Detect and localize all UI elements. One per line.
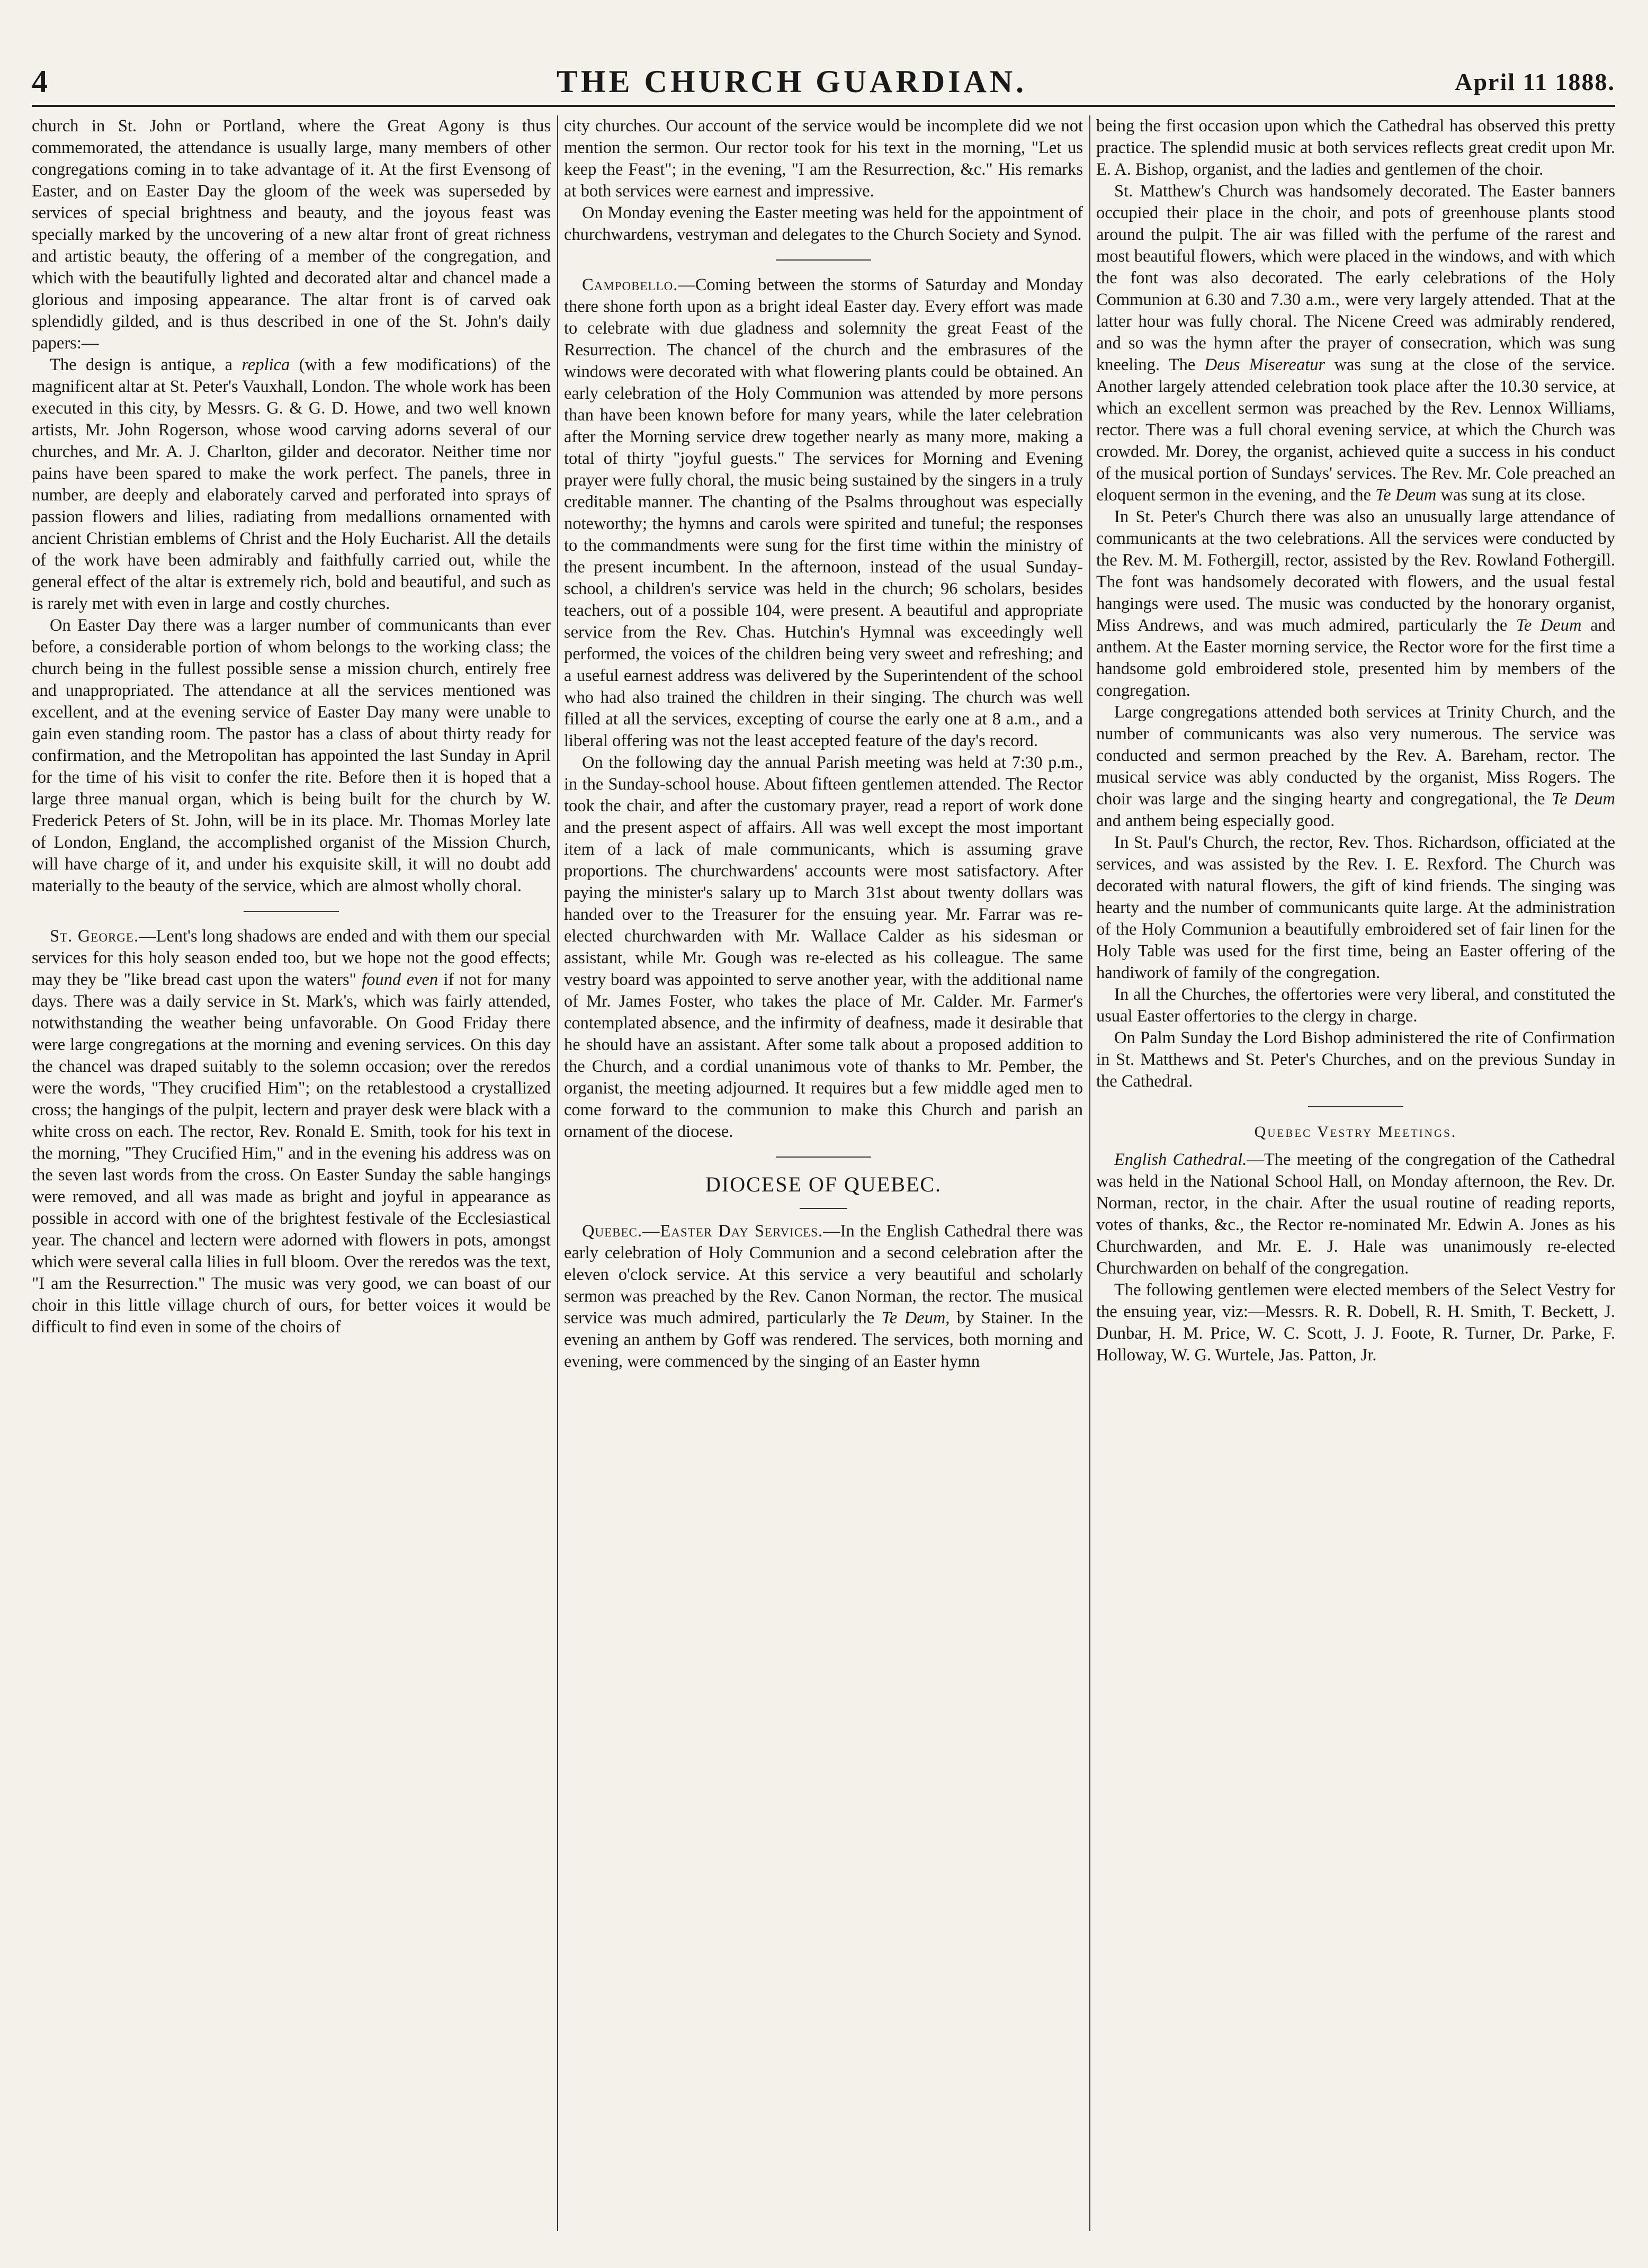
- paragraph: [564, 274, 1083, 752]
- column-divider: [1089, 115, 1090, 2231]
- paragraph: [1096, 181, 1615, 506]
- text-run: if not for many days. There was a daily service in St. Mark's, which was fairly attended, notwithstanding the weather being unfavorable. On Good Friday there were large congregations at the morning and evening services. On this day the chancel was draped suitably to the solemn occasion; over the reredos were the words, "They crucified Him"; on the retablestood a crystallized cross; the hangings of the pulpit, lectern and prayer desk were black with a white cross on each. The rector, Rev. Ronald E. Smith, took for his text in the morning, "They Crucified Him," and in the evening his address was on the seven last words from the cross. On Easter Sunday the sable hangings were removed, and all was made as bright and joyful in appearance as possible in accord with one of the brightest festivale of the Ecclesiastical year. The chancel and lectern were adorned with flowers in pots, amongst which were several calla lilies in full bloom. Over the reredos was the text, "I am the Resurrection." The music was very good, we can boast of our choir in this little village church of ours, for better voices it would be difficult to find even in some of the choirs of: [32, 970, 551, 1337]
- text-run: The design is antique, a: [50, 355, 242, 374]
- page-number: 4: [32, 64, 48, 99]
- paragraph: [1096, 506, 1615, 702]
- masthead: [32, 58, 1615, 107]
- paragraph: being the first occasion upon which the Cathedral has observed this pretty practice. The splendid music at both services reflects great credit upon Mr. E. A. Bishop, organist, and the ladies and gentlemen of the choir.: [1096, 116, 1615, 179]
- paragraph: On the following day the annual Parish meeting was held at 7:30 p.m., in the Sunday-school house. About fifteen gentlemen attended. The Rector took the chair, and after the customary prayer, read a report of work done and the present aspect of affairs. All was well except the most important item of a lack of male communicants, which is assuming grave proportions. The churchwardens' accounts were most satisfactory. After paying the minister's salary up to March 31st about twenty dollars was handed over to the Treasurer for the ensuing year. Mr. Farrar was re-elected churchwarden with Mr. Wallace Calder as his sidesman or assistant, while Mr. Gough was re-elected as his colleague. The same vestry board was appointed to serve another year, with the additional name of Mr. James Foster, who takes the place of Mr. Calder. Mr. Farmer's contemplated absence, and the infirmity of deafness, made it desirable that he should have an assistant. After some talk about a proposed addition to the Church, and a cordial unanimous vote of thanks to Mr. Pember, the organist, the meeting adjourned. It requires but a few middle aged men to come forward to the communion to make this Church and parish an ornament of the diocese.: [564, 753, 1083, 1141]
- column-3: [1096, 115, 1615, 2231]
- italic-text: Te Deum: [1552, 790, 1615, 809]
- text-run: —The meeting of the congregation of the Cathedral was held in the National School Hall, on Monday afternoon, the Rev. Dr. Norman, rector, in the chair. After the usual routine of reading reports, votes of thanks, &c., the Rector re-nominated Mr. Edwin A. Jones as his Churchwarden, and Mr. E. J. Hale was unanimously re-elected Churchwarden on behalf of the congregation.: [1096, 1150, 1615, 1278]
- section-rule: [1308, 1106, 1403, 1107]
- text-run: —Lent's long shadows are ended and with them our special services for this holy season ended too, but we hope not the good effects; may they be "like bread cast upon the waters": [32, 927, 551, 989]
- issue-date: April 11 1888.: [1455, 68, 1615, 95]
- paragraph: [1096, 1149, 1615, 1279]
- paragraph: [32, 354, 551, 615]
- column-2: [564, 115, 1083, 2231]
- text-run: and anthem being especially good.: [1096, 811, 1335, 830]
- paragraph: On Easter Day there was a larger number of communicants than ever before, a considerable portion of whom belongs to the working class; the church being in the fullest possible sense a mission church, entirely free and unappropriated. The attendance at all the services mentioned was excellent, and at the evening service of Easter Day many were unable to gain even standing room. The pastor has a class of about thirty ready for confirmation, and the Metropolitan has appointed the last Sunday in April for the time of his visit to confer the rite. Before then it is hoped that a large three manual organ, which is being built for the church by W. Frederick Peters of St. John, will be in its place. Mr. Thomas Morley late of London, England, the accomplished organist of the Mission Church, will have charge of it, and under his exquisite skill, it will no doubt add materially to the beauty of the service, which are almost wholly choral.: [32, 616, 551, 895]
- paragraph: [564, 1221, 1083, 1373]
- italic-text: Te Deum: [1516, 616, 1582, 635]
- paragraph: On Palm Sunday the Lord Bishop administered the rite of Confirmation in St. Matthews and St. Peter's Churches, and on the previous Sunday in the Cathedral.: [1096, 1028, 1615, 1091]
- paragraph: In all the Churches, the offertories were very liberal, and constituted the usual Easter offertories to the clergy in charge.: [1096, 985, 1615, 1026]
- italic-text: found even: [362, 970, 438, 989]
- newspaper-page: [32, 58, 1615, 2240]
- text-run: was sung at its close.: [1436, 486, 1586, 505]
- text-run: Large congregations attended both services at Trinity Church, and the number of communicants was also very numerous. The service was conducted and sermon preached by the Rev. A. Bareham, rector. The musical service was ably conducted by the organist, Miss Rogers. The choir was large and the singing hearty and congregational, the: [1096, 703, 1615, 809]
- italic-text: Deus Misereatur: [1204, 355, 1325, 374]
- paragraph: church in St. John or Portland, where the Great Agony is thus commemorated, the attendance is usually large, many members of other congregations coming in to take advantage of it. At the first Evensong of Easter, and on Easter Day the gloom of the week was superseded by services of special brightness and beauty, and the joyous feast was specially marked by the uncovering of a new altar front of great richness and artistic beauty, the offering of a member of the congregation, and which with the beautifully lighted and decorated altar and chancel made a glorious and imposing appearance. The altar front is of carved oak splendidly gilded, and is thus described in one of the St. John's daily papers:—: [32, 116, 551, 353]
- paragraph: On Monday evening the Easter meeting was held for the appointment of churchwardens, vestryman and delegates to the Church Society and Synod.: [564, 203, 1083, 244]
- text-run: —In the English Cathedral there was early celebration of Holy Communion and a second celebration after the eleven o'clock service. At this service a very beautiful and scholarly sermon was preached by the Rev. Canon Norman, the rector. The musical service was much admired, particularly the: [564, 1222, 1083, 1328]
- column-1: [32, 115, 551, 2231]
- section-lead: Campobello.: [582, 275, 678, 294]
- paragraph: The following gentlemen were elected members of the Select Vestry for the ensuing year, viz:—Messrs. R. R. Dobell, R. H. Smith, T. Beckett, J. Dunbar, H. M. Price, W. C. Scott, J. J. Foote, R. Turner, Dr. Parke, F. Holloway, W. G. Wurtele, Jas. Patton, Jr.: [1096, 1280, 1615, 1365]
- text-run: —Coming between the storms of Saturday and Monday there shone forth upon as a bright ideal Easter day. Every effort was made to celebrate with due gladness and solemnity the great Feast of the Resurrection. The chancel of the church and the embrasures of the windows were decorated with what flowering plants could be obtained. An early celebration of the Holy Communion was attended by more persons than have been known before for many years, while the later celebration after the Morning service drew together nearly as many more, making a total of thirty "joyful guests." The services for Morning and Evening prayer were fully choral, the music being sustained by the singers in a truly creditable manner. The chanting of the Psalms throughout was especially noteworthy; the hymns and carols were spirited and tuneful; the responses to the commandments were sung for the first time within the ministry of the present incumbent. In the afternoon, instead of the usual Sunday-school, a children's service was held in the church; 96 scholars, besides teachers, out of a possible 104, were present. A beautiful and appropriate service from the Rev. Chas. Hutchin's Hymnal was exceedingly well performed, the voices of the children being very sweet and refreshing; and a useful earnest address was delivered by the Superintendent of the school who had also trained the children in their singing. The church was well filled at all the services, excepting of course the early one at 8 a.m., and a liberal offering was not the least accepted feature of the day's record.: [564, 275, 1083, 750]
- text-run: St. Matthew's Church was handsomely decorated. The Easter banners occupied their place in the choir, and pots of greenhouse plants stood around the pulpit. The air was filled with the perfume of the rarest and most beautiful flowers, which were placed in the windows, and with which the font was also decorated. The early celebrations of the Holy Communion at 6.30 and 7.30 a.m., were very largely attended. That at the latter hour was fully choral. The Nicene Creed was admirably rendered, and so was the hymn after the prayer of consecration, which was sung kneeling. The: [1096, 182, 1615, 374]
- section-lead: St. George.: [50, 927, 139, 946]
- italic-text: English Cathedral.: [1114, 1150, 1247, 1169]
- italic-text: replica: [241, 355, 290, 374]
- italic-text: Te Deum: [1375, 486, 1437, 505]
- text-run: and anthem. At the Easter morning service, the Rector wore for the first time a handsome gold embroidered stole, presented him by members of the congregation.: [1096, 616, 1615, 700]
- columns: [32, 115, 1615, 2234]
- section-rule: [776, 1157, 871, 1158]
- paragraph: city churches. Our account of the service would be incomplete did we not mention the sermon. Our rector took for his text in the morning, "Let us keep the Feast"; in the evening, "I am the Resurrection, &c." His remarks at both services were earnest and impressive.: [564, 116, 1083, 201]
- section-heading: DIOCESE OF QUEBEC.: [705, 1172, 942, 1196]
- text-run: by Stainer. In the evening an anthem by Goff was rendered. The services, both morning and evening, were commenced by the singing of an Easter hymn: [564, 1308, 1083, 1371]
- section-rule: [800, 1208, 847, 1209]
- column-divider: [557, 115, 558, 2231]
- section-rule: [776, 259, 871, 261]
- section-rule: [244, 911, 339, 912]
- text-run: was sung at the close of the service. Another largely attended celebration took place after the 10.30 service, at which an excellent sermon was preached by the Rev. Lennox Williams, rector. There was a full choral evening service, at which the Church was crowded. Mr. Dorey, the organist, achieved quite a success in his conduct of the musical portion of Sundays' services. The Rev. Mr. Cole preached an eloquent sermon in the evening, and the: [1096, 355, 1615, 505]
- text-run: In St. Peter's Church there was also an unusually large attendance of communicants at the two celebrations. All the services were conducted by the Rev. M. M. Fothergill, rector, assisted by the Rev. Rowland Fothergill. The font was handsomely decorated with flowers, and the usual festal hangings were used. The music was conducted by the honorary organist, Miss Andrews, and was much admired, particularly the: [1096, 507, 1615, 635]
- italic-text: Te Deum,: [881, 1308, 950, 1328]
- text-run: (with a few modifications) of the magnificent altar at St. Peter's Vauxhall, London. The whole work has been executed in this city, by Messrs. G. & G. D. Howe, and two well known artists, Mr. John Rogerson, whose wood carving adorns several of our churches, and Mr. A. J. Charlton, gilder and decorator. Neither time nor pains have been spared to make the work perfect. The panels, three in number, are deeply and elaborately carved and perforated into sprays of passion flowers and lilies, radiating from medallions ornamented with ancient Christian emblems of Christ and the Holy Eucharist. All the details of the work have been admirably and faithfully carried out, while the general effect of the altar is extremely rich, bold and beautiful, and such as is rarely met with even in large and costly churches.: [32, 355, 551, 613]
- newspaper-title: THE CHURCH GUARDIAN.: [556, 64, 1027, 99]
- paragraph: In St. Paul's Church, the rector, Rev. Thos. Richardson, officiated at the services, and was assisted by the Rev. I. E. Rexford. The Church was decorated with natural flowers, the gift of kind friends. The singing was hearty and the number of communicants quite large. At the administration of the Holy Communion a beautifully embroidered set of fair linen for the Holy Table was used for the first time, being an Easter offering of the handiwork of family of the congregation.: [1096, 833, 1615, 982]
- paragraph: [1096, 702, 1615, 832]
- paragraph: [32, 926, 551, 1338]
- section-heading: Quebec Vestry Meetings.: [1254, 1123, 1457, 1141]
- section-lead: Quebec.—Easter Day Services.: [582, 1222, 823, 1241]
